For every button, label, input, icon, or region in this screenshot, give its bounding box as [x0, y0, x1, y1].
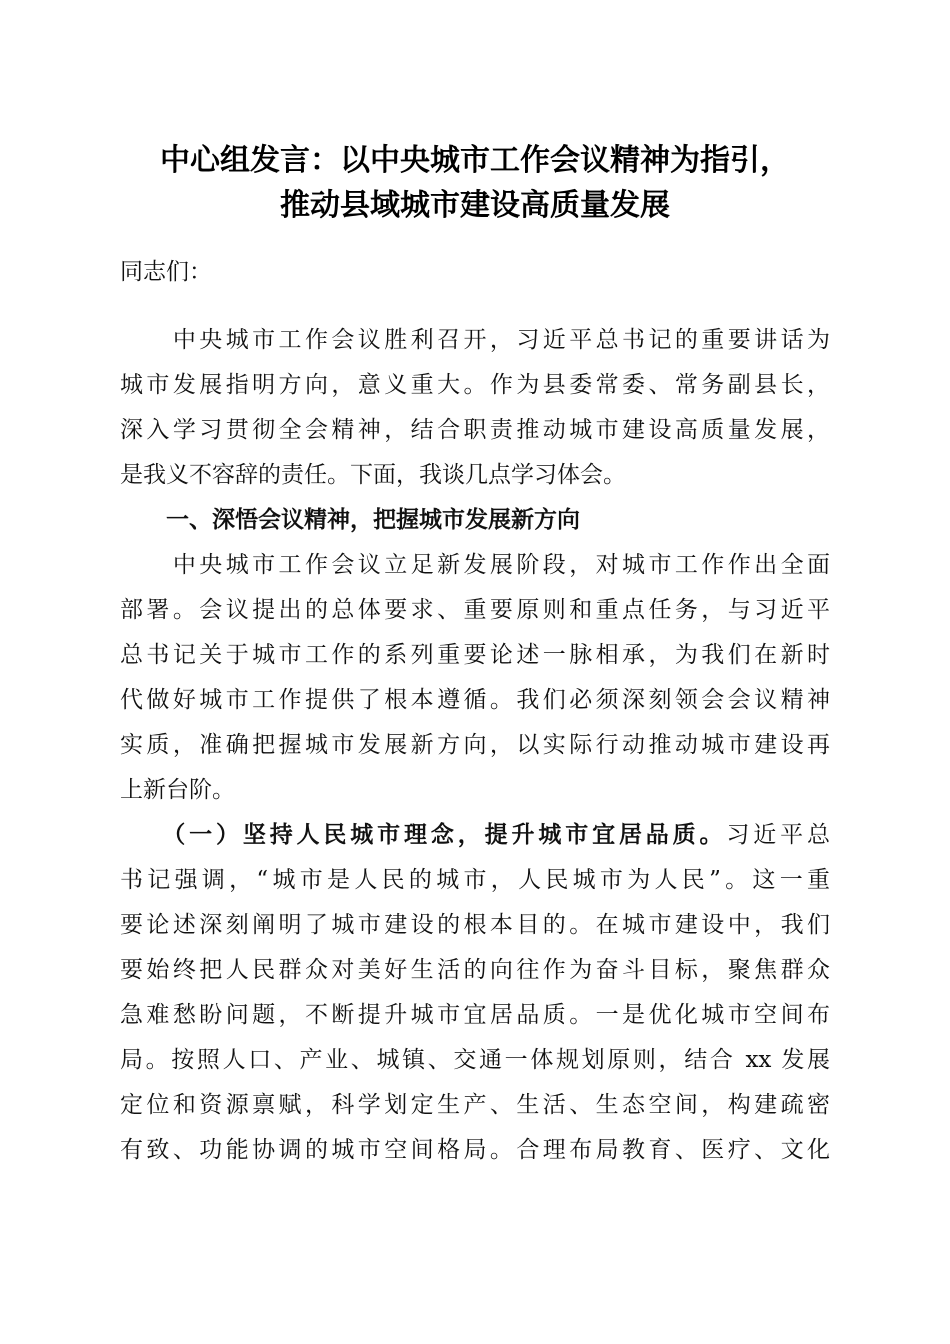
document-title-line-1: 中心组发言：以中央城市工作会议精神为指引，: [160, 143, 790, 178]
paragraph-3-line-1: [120, 813, 830, 857]
paragraph-2-line-5: 实质，准确把握城市发展新方向，以实际行动推动城市建设再: [120, 732, 830, 758]
paragraph-2-line-3: 总书记关于城市工作的系列重要论述一脉相承，为我们在新时: [120, 642, 830, 668]
paragraph-3-line-6: 局。按照人口、产业、城镇、交通一体规划原则，结合 xx 发展: [120, 1047, 830, 1073]
paragraph-1-line-4: 是我义不容辞的责任。下面，我谈几点学习体会。: [120, 462, 626, 488]
paragraph-1-line-1: 中央城市工作会议胜利召开，习近平总书记的重要讲话为: [120, 327, 830, 353]
paragraph-2-line-2: 部署。会议提出的总体要求、重要原则和重点任务，与习近平: [120, 597, 830, 623]
section-heading-1: 一、深悟会议精神，把握城市发展新方向: [120, 506, 580, 533]
paragraph-3-line-5: 急难愁盼问题，不断提升城市宜居品质。一是优化城市空间布: [120, 1002, 830, 1028]
paragraph-2-line-6: 上新台阶。: [120, 777, 235, 803]
document-title-line-2: 推动县域城市建设高质量发展: [280, 188, 670, 223]
subsection-heading-1: （一）坚持人民城市理念，提升城市宜居品质。: [120, 821, 727, 848]
paragraph-3-line-7: 定位和资源禀赋，科学划定生产、生活、生态空间，构建疏密: [120, 1092, 830, 1118]
paragraph-3-line-3: 要论述深刻阐明了城市建设的根本目的。在城市建设中，我们: [120, 912, 830, 938]
salutation: 同志们：: [120, 259, 212, 285]
paragraph-2-line-4: 代做好城市工作提供了根本遵循。我们必须深刻领会会议精神: [120, 687, 830, 713]
paragraph-2-line-1: 中央城市工作会议立足新发展阶段，对城市工作作出全面: [120, 552, 830, 578]
paragraph-3-line-4: 要始终把人民群众对美好生活的向往作为奋斗目标，聚焦群众: [120, 957, 830, 983]
paragraph-1-line-3: 深入学习贯彻全会精神，结合职责推动城市建设高质量发展，: [120, 417, 830, 443]
paragraph-1-line-2: 城市发展指明方向，意义重大。作为县委常委、常务副县长，: [120, 372, 830, 398]
paragraph-3-line-2: 书记强调，“城市是人民的城市，人民城市为人民”。这一重: [120, 867, 830, 893]
paragraph-3-line-1-rest: 习近平总: [726, 822, 831, 848]
paragraph-3-line-8: 有致、功能协调的城市空间格局。合理布局教育、医疗、文化: [120, 1137, 830, 1163]
